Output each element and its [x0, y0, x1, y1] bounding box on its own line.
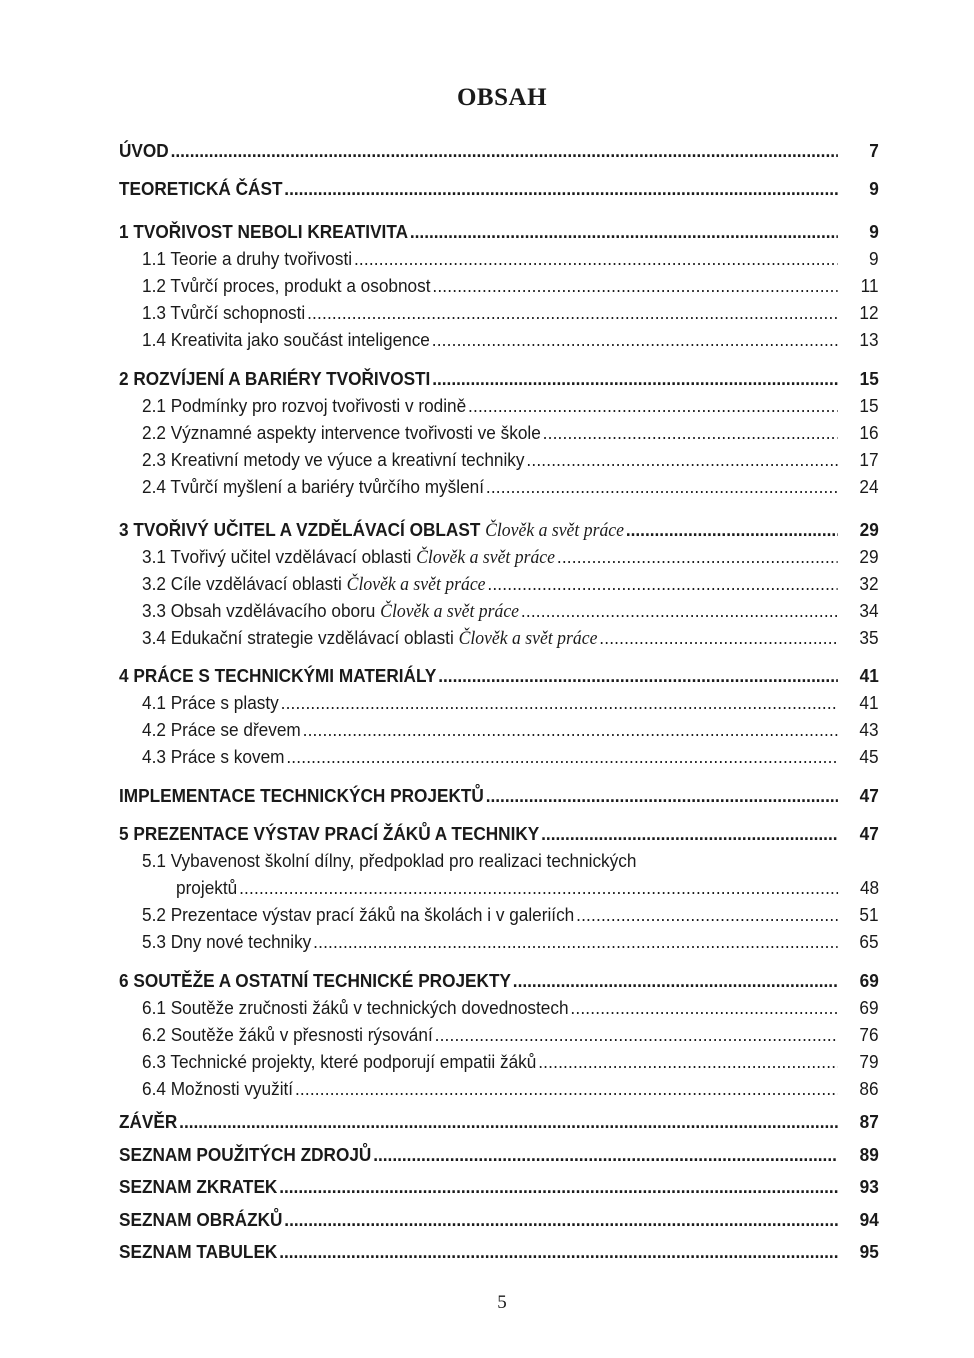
dot-leader: [432, 367, 838, 391]
toc-entry-title: [119, 784, 484, 808]
toc-entry: [142, 274, 879, 298]
toc-entry: [142, 691, 879, 715]
toc-entry-title: [119, 220, 408, 244]
toc-entry-label: SEZNAM POUŽITÝCH ZDROJŮ: [119, 1144, 372, 1165]
toc-entry-label: 1.2 Tvůrčí proces, produkt a osobnost: [142, 275, 431, 296]
toc-entry-page-number: 12: [859, 302, 879, 323]
toc-entry-title: [119, 1175, 277, 1199]
toc-entry-title: [142, 996, 569, 1020]
dot-leader: [486, 784, 838, 808]
toc-entry-title: [119, 664, 436, 688]
toc-entry-title: [142, 274, 431, 298]
toc-entry-page-number: 24: [859, 476, 879, 497]
toc-entry-label: ÚVOD: [119, 140, 169, 161]
toc-entry-page-number: 86: [859, 1078, 879, 1099]
toc-entry-label: SEZNAM OBRÁZKŮ: [119, 1209, 283, 1230]
dot-leader: [410, 220, 838, 244]
toc-entry-label: 6.1 Soutěže zručnosti žáků v technických dovednostech: [142, 997, 569, 1018]
toc-entry: [142, 745, 879, 769]
toc-entry-page-number: 34: [859, 600, 879, 621]
toc-entry-italic-subject: Člověk a svět práce: [416, 547, 555, 568]
toc-entry-italic-subject: Člověk a svět práce: [458, 628, 598, 649]
dot-leader: [239, 876, 838, 900]
toc-entry: [142, 1050, 879, 1074]
dot-leader: [599, 626, 837, 650]
toc-entry-title: [142, 545, 555, 570]
toc-entry-title: [142, 1050, 536, 1074]
toc-entry-title: [142, 903, 574, 927]
toc-entry: [119, 1143, 879, 1167]
toc-entry-title: [142, 301, 305, 325]
toc-entry-label: ZÁVĚR: [119, 1111, 178, 1132]
toc-entry-page-number: 9: [869, 221, 879, 242]
toc-entry: [142, 599, 879, 623]
toc-entry: [119, 1175, 879, 1199]
dot-leader: [307, 301, 838, 325]
toc-entry-page-number: 69: [859, 970, 879, 991]
dot-leader: [281, 691, 838, 715]
toc-entry-title: [119, 518, 624, 543]
toc-entry-title: [119, 1240, 277, 1264]
toc-entry: [119, 139, 879, 163]
toc-entry-label: SEZNAM ZKRATEK: [119, 1176, 278, 1197]
toc-entry-label: projektů: [176, 877, 238, 898]
dot-leader: [487, 572, 837, 596]
dot-leader: [541, 822, 838, 846]
dot-leader: [279, 1175, 838, 1199]
dot-leader: [570, 996, 837, 1020]
toc-entry-title: [142, 572, 486, 597]
toc-entry-page-number: 65: [859, 931, 879, 952]
toc-entry-title: [119, 822, 539, 846]
toc-entry-title: [119, 1208, 282, 1232]
toc-entry-label: SEZNAM TABULEK: [119, 1241, 278, 1262]
toc-entry-label: 4.3 Práce s kovem: [142, 746, 285, 767]
toc-entry-title: [142, 691, 279, 715]
toc-entry-page-number: 93: [859, 1176, 879, 1197]
dot-leader: [279, 1240, 838, 1264]
dot-leader: [303, 718, 838, 742]
toc-entry: [119, 969, 879, 993]
toc-entry-title: [119, 969, 511, 993]
toc-entry: [142, 626, 879, 650]
dot-leader: [432, 328, 838, 352]
toc-entry: [119, 784, 879, 808]
toc-entry-page-number: 29: [859, 519, 879, 540]
toc-entry-title: [142, 475, 484, 499]
toc-entry: [119, 822, 879, 846]
toc-entry-page-number: 9: [869, 178, 879, 199]
toc-entry-page-number: 51: [859, 904, 879, 925]
toc-entry: [119, 1110, 879, 1134]
toc-entry-title: [142, 850, 636, 871]
toc-entry: [142, 930, 879, 954]
toc-entry-label: 3.4 Edukační strategie vzdělávací oblasti: [142, 627, 459, 648]
toc-entry-label: 2.4 Tvůrčí myšlení a bariéry tvůrčího myšlení: [142, 476, 484, 497]
dot-leader: [526, 448, 837, 472]
toc-entry: [142, 328, 879, 352]
toc-entry-page-number: 41: [859, 692, 879, 713]
toc-entry-page-number: 11: [860, 275, 879, 296]
toc-entry-page-number: 41: [859, 665, 879, 686]
toc-entry-page-number: 94: [859, 1209, 879, 1230]
toc-entry-italic-subject: Člověk a svět práce: [380, 601, 520, 622]
toc-entry-label: 4 PRÁCE S TECHNICKÝMI MATERIÁLY: [119, 665, 437, 686]
toc-entry-italic-subject: Člověk a svět práce: [346, 574, 486, 595]
toc-entry-title: [119, 139, 169, 163]
toc-entry-page-number: 13: [859, 329, 879, 350]
toc-entry-title: [142, 247, 352, 271]
toc-entry-title: [142, 328, 430, 352]
dot-leader: [438, 664, 838, 688]
toc-entry-page-number: 7: [869, 140, 879, 161]
page-number: 5: [497, 1292, 507, 1313]
dot-leader: [295, 1077, 838, 1101]
toc-entry-label: 1.4 Kreativita jako součást inteligence: [142, 329, 430, 350]
dot-leader: [435, 1023, 838, 1047]
dot-leader: [576, 903, 838, 927]
dot-leader: [521, 599, 838, 623]
toc-entry-page-number: 43: [859, 719, 879, 740]
dot-leader: [313, 930, 837, 954]
dot-leader: [284, 1208, 838, 1232]
toc-entry: [142, 1023, 879, 1047]
dot-leader: [284, 177, 838, 201]
toc-entry-label: 3.3 Obsah vzdělávacího oboru: [142, 600, 381, 621]
toc-entry-title: [142, 421, 541, 445]
toc-entry-page-number: 15: [859, 368, 879, 389]
toc-entry-page-number: 48: [859, 877, 880, 898]
toc-entry: [142, 421, 879, 445]
toc-entry-label: 3 TVOŘIVÝ UČITEL A VZDĚLÁVACÍ OBLAST: [119, 519, 486, 540]
toc-entry-title: [142, 718, 301, 742]
toc-entry-title: [142, 1023, 433, 1047]
toc-entry-label: 6.3 Technické projekty, které podporují empatii žáků: [142, 1051, 537, 1072]
toc-entry-italic-subject: Člověk a svět práce: [485, 520, 624, 541]
toc-entry: [142, 996, 879, 1020]
toc-entry-label: 4.2 Práce se dřevem: [142, 719, 301, 740]
toc-entry: [142, 448, 879, 472]
toc-entry-page-number: 76: [859, 1024, 879, 1045]
toc-entry-label: 2.2 Významné aspekty intervence tvořivosti ve škole: [142, 422, 541, 443]
toc-entry: [119, 177, 879, 201]
toc-entry-page-number: 95: [859, 1241, 879, 1262]
dot-leader: [486, 475, 838, 499]
toc-entry-label: 3.1 Tvořivý učitel vzdělávací oblasti: [142, 546, 417, 567]
toc-entry-page-number: 16: [859, 422, 879, 443]
toc-entry-title: [142, 1077, 293, 1101]
page-title: OBSAH: [456, 84, 548, 111]
toc-entry-label: 6.4 Možnosti využití: [142, 1078, 294, 1099]
toc-entry: [142, 394, 879, 418]
toc-entry-title: [119, 177, 282, 201]
toc-entry-page-number: 32: [859, 573, 879, 594]
toc-entry-title: [142, 394, 466, 418]
toc-entry: [119, 220, 879, 244]
toc-entry-page-number: 35: [859, 627, 879, 648]
dot-leader: [171, 139, 838, 163]
toc-entry-label: 5.2 Prezentace výstav prací žáků na školách i v galeriích: [142, 904, 575, 925]
toc-entry-page-number: 89: [859, 1144, 879, 1165]
toc-entry-page-number: 87: [859, 1111, 879, 1132]
toc-entry-label: 2 ROZVÍJENÍ A BARIÉRY TVOŘIVOSTI: [119, 368, 431, 389]
toc-entry: [142, 1077, 879, 1101]
toc-entry-label: 5 PREZENTACE VÝSTAV PRACÍ ŽÁKŮ A TECHNIKY: [119, 823, 540, 844]
toc-entry-title: [119, 1143, 371, 1167]
toc-entry-page-number: 69: [859, 997, 879, 1018]
dot-leader: [557, 545, 838, 569]
toc-entry-label: 4.1 Práce s plasty: [142, 692, 279, 713]
toc-entry: [142, 849, 879, 873]
toc-entry-title: [142, 930, 311, 954]
toc-entry-page-number: 15: [859, 395, 879, 416]
toc-entry-label: 6 SOUTĚŽE A OSTATNÍ TECHNICKÉ PROJEKTY: [119, 970, 511, 991]
toc-entry-label: 6.2 Soutěže žáků v přesnosti rýsování: [142, 1024, 433, 1045]
toc-entry-page-number: 47: [859, 785, 879, 806]
toc-entry-title: [119, 1110, 177, 1134]
toc-entry-label: 3.2 Cíle vzdělávací oblasti: [142, 573, 347, 594]
toc-entry: [119, 1240, 879, 1264]
toc-entry-label: 5.1 Vybavenost školní dílny, předpoklad pro realizaci technických: [142, 850, 637, 871]
toc-entry: [119, 367, 879, 391]
toc-entry-page-number: 29: [859, 546, 879, 567]
dot-leader: [179, 1110, 838, 1134]
dot-leader: [543, 421, 838, 445]
toc-entry-page-number: 47: [859, 823, 879, 844]
toc-entry-title: [176, 876, 237, 900]
toc-entry-label: TEORETICKÁ ČÁST: [119, 178, 283, 199]
toc-entry: [142, 718, 879, 742]
toc-entry-title: [142, 448, 525, 472]
toc-entry: [142, 903, 879, 927]
toc-entry-label: IMPLEMENTACE TECHNICKÝCH PROJEKTŮ: [119, 785, 484, 806]
dot-leader: [538, 1050, 837, 1074]
toc-entry: [119, 1208, 879, 1232]
toc-entry-title: [119, 367, 430, 391]
toc-entry: [142, 301, 879, 325]
toc-entry-page-number: 45: [859, 746, 879, 767]
toc-entry-page-number: 9: [868, 248, 879, 269]
toc-entry-label: 5.3 Dny nové techniky: [142, 931, 312, 952]
toc-entry-label: 1.3 Tvůrčí schopnosti: [142, 302, 306, 323]
toc-entry-title: [142, 745, 284, 769]
toc-entry: [119, 518, 879, 542]
toc-entry: [142, 247, 879, 271]
toc-entry-title: [142, 599, 519, 624]
toc-entry: [142, 545, 879, 569]
dot-leader: [468, 394, 838, 418]
dot-leader: [513, 969, 838, 993]
toc-entry-title: [142, 626, 597, 651]
dot-leader: [626, 518, 838, 542]
dot-leader: [373, 1143, 838, 1167]
toc-entry-page-number: 17: [859, 449, 879, 470]
toc-entry-label: 1 TVOŘIVOST NEBOLI KREATIVITA: [119, 221, 409, 242]
toc-entry-label: 2.1 Podmínky pro rozvoj tvořivosti v rodině: [142, 395, 467, 416]
toc-entry: [142, 475, 879, 499]
toc-entry: [142, 572, 879, 596]
toc-entry-label: 1.1 Teorie a druhy tvořivosti: [142, 248, 353, 269]
dot-leader: [432, 274, 837, 298]
dot-leader: [286, 745, 837, 769]
toc-entry-label: 2.3 Kreativní metody ve výuce a kreativní techniky: [142, 449, 525, 470]
toc-entry: [119, 664, 879, 688]
toc-entry-page-number: 79: [859, 1051, 879, 1072]
dot-leader: [354, 247, 838, 271]
toc-entry: [176, 876, 879, 900]
